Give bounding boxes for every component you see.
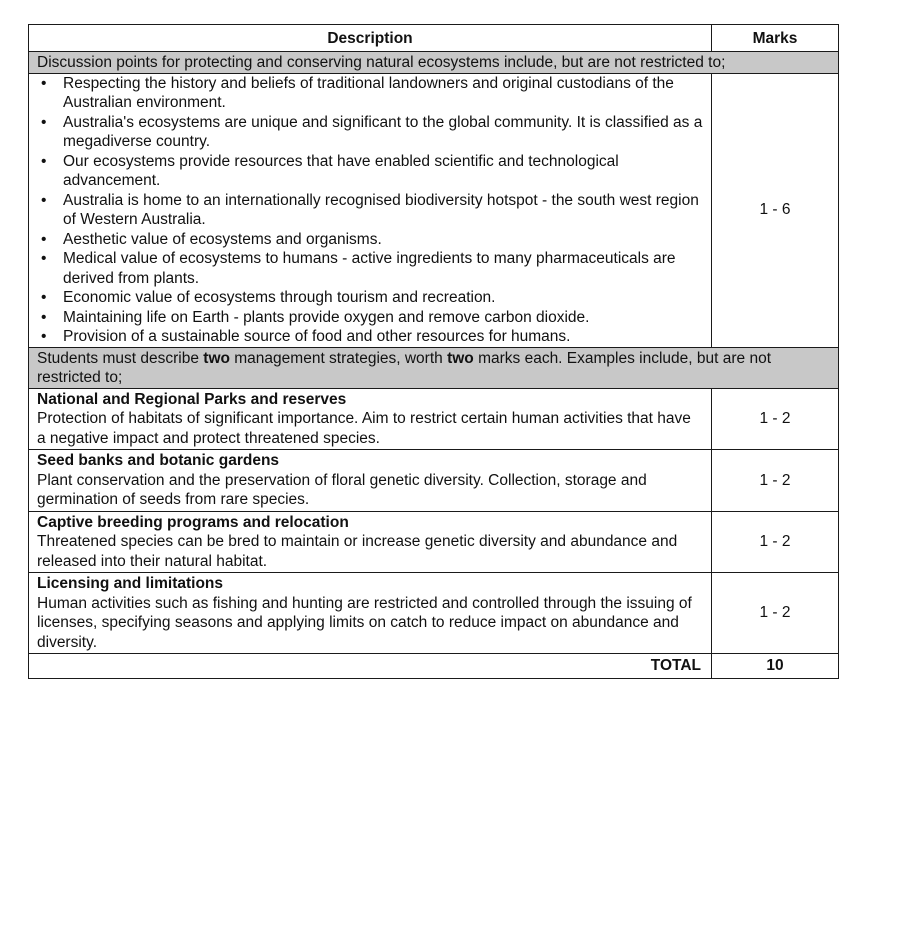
section1-points-row <box>29 73 839 347</box>
point-text: Aesthetic value of ecosystems and organisms. <box>63 230 382 248</box>
strategy-marks: 1 - 2 <box>712 388 839 450</box>
bullet-icon: • <box>41 74 47 92</box>
list-item <box>41 308 707 328</box>
total-label: TOTAL <box>29 654 712 679</box>
section1-intro-row <box>29 52 839 74</box>
total-row <box>29 654 839 679</box>
list-item <box>41 113 707 152</box>
point-text: Maintaining life on Earth - plants provide oxygen and remove carbon dioxide. <box>63 308 590 326</box>
strategy-cell <box>29 450 712 512</box>
intro-text: Students must describe <box>37 349 204 367</box>
bullet-icon: • <box>41 328 47 345</box>
marking-guide <box>28 24 838 679</box>
strategy-cell <box>29 511 712 573</box>
strategy-marks: 1 - 2 <box>712 450 839 512</box>
bullet-icon: • <box>41 191 47 209</box>
strategy-title: Captive breeding programs and relocation <box>37 513 349 531</box>
strategy-title: Licensing and limitations <box>37 575 224 592</box>
section2-intro-row <box>29 347 839 388</box>
bullet-icon: • <box>41 308 47 326</box>
list-item <box>41 191 707 230</box>
point-text: Medical value of ecosystems to humans - active ingredients to many pharmaceuticals are derived from plants. <box>63 250 676 287</box>
discussion-points-list <box>37 74 707 347</box>
list-item <box>41 249 707 288</box>
bullet-icon: • <box>41 230 47 248</box>
strategy-text: Threatened species can be bred to maintain or increase genetic diversity and abundance and released into their natural habitat. <box>37 533 678 570</box>
list-item <box>41 74 707 113</box>
marks-header: Marks <box>712 25 839 52</box>
strategy-text: Plant conservation and the preservation of floral genetic diversity. Collection, storage and germination of seeds from rare species. <box>37 471 647 508</box>
intro-emphasis: two <box>203 349 230 367</box>
strategy-row <box>29 450 839 512</box>
list-item <box>41 288 707 308</box>
intro-emphasis: two <box>447 349 474 367</box>
list-item <box>41 327 707 347</box>
strategy-row <box>29 511 839 573</box>
marking-table <box>28 24 839 679</box>
point-text: Economic value of ecosystems through tourism and recreation. <box>63 289 496 306</box>
list-item <box>41 230 707 250</box>
header-row <box>29 25 839 52</box>
point-text: Provision of a sustainable source of food and other resources for humans. <box>63 328 571 345</box>
strategy-title: National and Regional Parks and reserves <box>37 390 347 408</box>
discussion-points-cell <box>29 73 712 347</box>
total-value: 10 <box>712 654 839 679</box>
intro-text: management strategies, worth <box>229 349 448 367</box>
strategy-row <box>29 573 839 654</box>
strategy-marks: 1 - 2 <box>712 573 839 654</box>
strategy-cell <box>29 573 712 654</box>
point-text: Australia's ecosystems are unique and significant to the global community. It is classified as a megadiverse country. <box>63 113 703 150</box>
strategy-title: Seed banks and botanic gardens <box>37 452 280 469</box>
bullet-icon: • <box>41 152 47 170</box>
point-text: Australia is home to an internationally recognised biodiversity hotspot - the south west region of Western Australia. <box>63 191 699 228</box>
description-header: Description <box>29 25 712 52</box>
bullet-icon: • <box>41 289 47 306</box>
intro-text: marks each. Examples include, but are not restricted to; <box>37 349 771 386</box>
strategy-cell <box>29 388 712 450</box>
section2-intro <box>29 347 839 388</box>
section1-marks: 1 - 6 <box>712 73 839 347</box>
point-text: Our ecosystems provide resources that have enabled scientific and technological advancement. <box>63 152 619 189</box>
strategy-row <box>29 388 839 450</box>
bullet-icon: • <box>41 250 47 267</box>
strategy-text: Human activities such as fishing and hunting are restricted and controlled through the issuing of licenses, specifying seasons and applying limits on catch to reduce impact on abundance and diversity. <box>37 594 692 651</box>
strategy-text: Protection of habitats of significant importance. Aim to restrict certain human activities that have a negative impact and protect threatened species. <box>37 410 691 447</box>
bullet-icon: • <box>41 113 47 131</box>
list-item <box>41 152 707 191</box>
point-text: Respecting the history and beliefs of traditional landowners and original custodians of the Australian environment. <box>63 74 674 111</box>
strategy-marks: 1 - 2 <box>712 511 839 573</box>
section1-intro: Discussion points for protecting and conserving natural ecosystems include, but are not restricted to; <box>29 52 839 74</box>
